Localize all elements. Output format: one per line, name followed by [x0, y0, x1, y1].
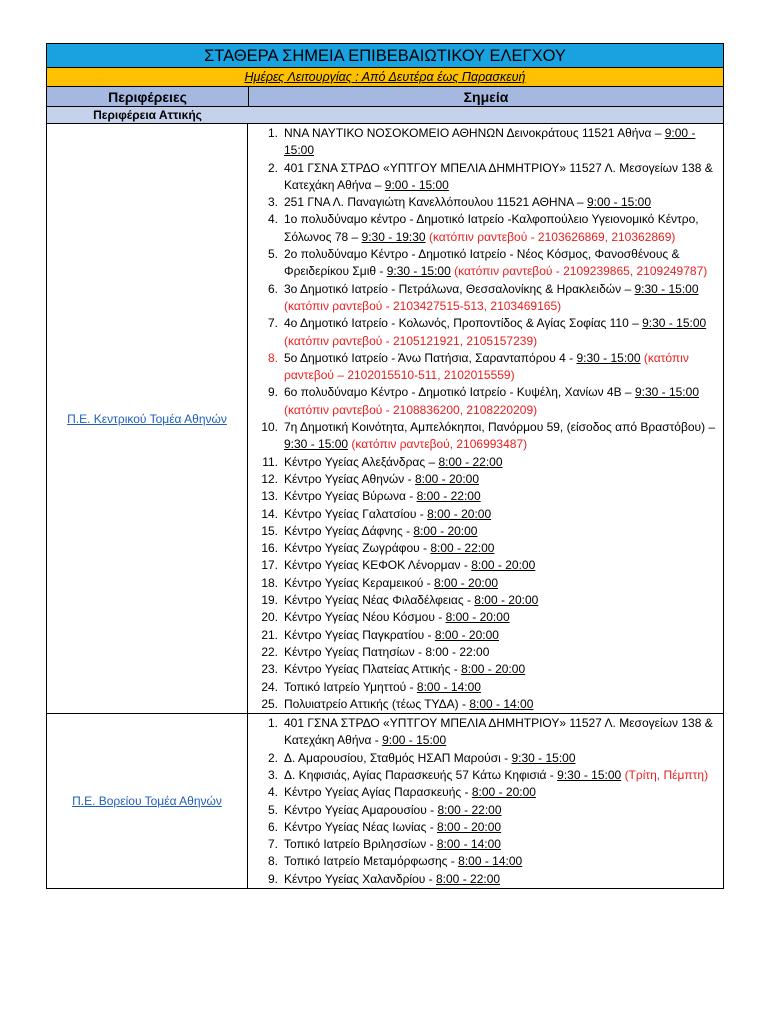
- item-text: Κέντρο Υγείας Βύρωνα -: [284, 489, 414, 504]
- list-item: [248, 125, 723, 160]
- item-number: 15.: [261, 523, 278, 538]
- item-number: 17.: [261, 558, 278, 573]
- item-content: [284, 471, 723, 488]
- item-number: 9.: [267, 871, 278, 886]
- item-content: [284, 540, 723, 557]
- list-item: [248, 246, 723, 281]
- item-content: [284, 523, 723, 540]
- item-text: Κέντρο Υγείας Αγίας Παρασκευής -: [284, 785, 469, 800]
- page-subtitle: Ημέρες Λειτουργίας : Από Δευτέρα έως Παρασκευή: [46, 68, 724, 87]
- item-text: Τοπικό Ιατρείο Μεταμόρφωσης -: [284, 854, 455, 869]
- section-region-link[interactable]: Π.Ε. Κεντρικού Τομέα Αθηνών: [67, 411, 227, 426]
- item-content: [284, 211, 723, 246]
- item-hours: 9:30 - 15:00: [634, 281, 699, 296]
- list-item: [248, 281, 723, 316]
- item-hours: 8:00 - 20:00: [437, 819, 502, 834]
- item-note: (κατόπιν ραντεβού - 2103626869, 210362869): [428, 229, 676, 244]
- list-item: [248, 557, 723, 574]
- list-item: [248, 819, 723, 836]
- item-text: Κέντρο Υγείας Πατησίων -: [284, 644, 422, 659]
- item-content: [284, 575, 723, 592]
- item-text: 5ο Δημοτικό Ιατρείο - Άνω Πατήσια, Σαρανταπόρου 4 -: [284, 350, 574, 365]
- item-number: 19.: [261, 593, 278, 608]
- item-hours: 8:00 - 20:00: [445, 610, 510, 625]
- item-content: [284, 644, 723, 661]
- item-hours: 9:00 - 15:00: [586, 195, 652, 210]
- item-number: 16.: [261, 541, 278, 556]
- list-item: [248, 454, 723, 471]
- item-content: [284, 715, 723, 750]
- item-content: [284, 853, 723, 870]
- item-number: 2.: [267, 750, 278, 765]
- header-regions: Περιφέρειες: [47, 87, 249, 106]
- item-number: 6.: [267, 819, 278, 834]
- item-content: [284, 784, 723, 801]
- item-number: 21.: [261, 627, 278, 642]
- item-content: [284, 871, 723, 888]
- section-points-cell: [248, 714, 723, 888]
- item-content: [284, 661, 723, 678]
- list-item: [248, 350, 723, 385]
- list-item: [248, 592, 723, 609]
- item-number: 12.: [261, 471, 278, 486]
- list-item: [248, 488, 723, 505]
- item-hours: 8:00 - 22:00: [437, 802, 502, 817]
- list-item: [248, 802, 723, 819]
- item-content: [284, 627, 723, 644]
- item-text: Κέντρο Υγείας Κεραμεικού -: [284, 575, 431, 590]
- section-region-cell: [47, 714, 248, 888]
- item-hours: 8:00 - 20:00: [471, 558, 536, 573]
- list-item: [248, 315, 723, 350]
- list-item: [248, 194, 723, 211]
- list-item: [248, 471, 723, 488]
- item-content: [284, 160, 723, 195]
- item-hours: 8:00 - 14:00: [458, 854, 523, 869]
- list-item: [248, 715, 723, 750]
- item-number: 5.: [267, 802, 278, 817]
- item-content: [284, 819, 723, 836]
- item-number: 14.: [261, 506, 278, 521]
- item-text: Κέντρο Υγείας Χαλανδρίου -: [284, 871, 433, 886]
- item-text: Κέντρο Υγείας Παγκρατίου -: [284, 627, 432, 642]
- list-item: [248, 853, 723, 870]
- header-points: Σημεία: [463, 89, 509, 105]
- item-number: 25.: [261, 696, 278, 711]
- item-hours: 9:30 - 15:00: [557, 767, 622, 782]
- item-hours: 8:00 - 22:00: [430, 541, 495, 556]
- item-number: 13.: [261, 489, 278, 504]
- item-text: Κέντρο Υγείας Γαλατσίου -: [284, 506, 424, 521]
- item-number: 18.: [261, 575, 278, 590]
- item-hours: 8:00 - 20:00: [474, 593, 539, 608]
- item-content: [284, 609, 723, 626]
- item-number: 11.: [262, 454, 278, 469]
- item-content: [284, 488, 723, 505]
- item-note: (κατόπιν ραντεβού - 2103427515-513, 2103469165): [284, 298, 562, 313]
- item-text: Κέντρο Υγείας Ζωγράφου -: [284, 541, 428, 556]
- list-item: [248, 750, 723, 767]
- item-content: [284, 125, 723, 160]
- item-hours: 8:00 - 20:00: [471, 785, 536, 800]
- item-note: (κατόπιν ραντεβού, 2106993487): [351, 437, 528, 452]
- item-text: Δ. Κηφισιάς, Αγίας Παρασκευής 57 Κάτω Κηφισιά -: [284, 767, 554, 782]
- item-note: (κατόπιν ραντεβού - 2109239865, 2109249787): [454, 264, 708, 279]
- item-hours: 8:00 - 22:00: [425, 644, 490, 659]
- item-hours: 9:30 - 15:00: [284, 437, 349, 452]
- item-content: [284, 767, 723, 784]
- document-table: [46, 43, 724, 889]
- list-item: [248, 211, 723, 246]
- list-item: [248, 523, 723, 540]
- item-number: 1.: [267, 126, 278, 140]
- item-content: [284, 194, 723, 211]
- region-label: Περιφέρεια Αττικής: [93, 108, 202, 122]
- page-title: ΣΤΑΘΕΡΑ ΣΗΜΕΙΑ ΕΠΙΒΕΒΑΙΩΤΙΚΟΥ ΕΛΕΓΧΟΥ: [46, 43, 724, 68]
- item-text: Δ. Αμαρουσίου, Σταθμός ΗΣΑΠ Μαρούσι -: [284, 750, 509, 765]
- item-content: [284, 836, 723, 853]
- item-text: Κέντρο Υγείας Νέου Κόσμου -: [284, 610, 443, 625]
- item-number: 7.: [267, 316, 278, 331]
- item-text: 401 ΓΣΝΑ ΣΤΡΔΟ «ΥΠΤΓΟΥ ΜΠΕΛΙΑ ΔΗΜΗΤΡΙΟΥ» 11527 Λ. Μεσογείων 138 & Κατεχάκη Αθήνα -: [284, 716, 713, 748]
- item-content: [284, 750, 723, 767]
- item-text: Κέντρο Υγείας Αθηνών -: [284, 471, 412, 486]
- item-content: [284, 281, 723, 316]
- item-text: Κέντρο Υγείας Πλατείας Αττικής -: [284, 662, 458, 677]
- item-text: 4ο Δημοτικό Ιατρείο - Κολωνός, Προποντίδος & Αγίας Σοφίας 110 –: [284, 316, 639, 331]
- item-content: [284, 454, 723, 471]
- item-content: [284, 315, 723, 350]
- item-hours: 8:00 - 14:00: [469, 696, 534, 711]
- item-hours: 8:00 - 20:00: [434, 575, 499, 590]
- item-number: 5.: [267, 247, 278, 262]
- item-content: [284, 350, 723, 385]
- item-note: (κατόπιν ραντεβού - 2105121921, 2105157239): [284, 333, 538, 348]
- item-hours: 9:30 - 15:00: [511, 750, 576, 765]
- list-item: [248, 609, 723, 626]
- section-row: [46, 124, 724, 714]
- item-content: [284, 246, 723, 281]
- item-text: 251 ΓΝΑ Λ. Παναγιώτη Κανελλόπουλου 11521 ΑΘΗΝΑ –: [284, 195, 584, 210]
- item-number: 1.: [267, 716, 278, 731]
- item-text: Πολυιατρείο Αττικής (τέως ΤΥΔΑ) -: [284, 696, 467, 711]
- item-text: Κέντρο Υγείας Αλεξάνδρας –: [284, 454, 436, 469]
- item-text: 1ο πολυδύναμο κέντρο - Δημοτικό Ιατρείο -Καλφοπούλειο Υγειονομικό Κέντρο, Σόλωνος 78 –: [284, 212, 699, 244]
- list-item: [248, 644, 723, 661]
- table-header: [46, 87, 724, 107]
- list-item: [248, 506, 723, 523]
- item-number: 6.: [267, 281, 278, 296]
- item-text: Κέντρο Υγείας ΚΕΦΟΚ Λένορμαν -: [284, 558, 468, 573]
- item-hours: 8:00 - 20:00: [461, 662, 526, 677]
- list-item: [248, 767, 723, 784]
- item-hours: 9:30 - 15:00: [576, 350, 641, 365]
- item-content: [284, 506, 723, 523]
- item-content: [284, 557, 723, 574]
- list-item: [248, 836, 723, 853]
- item-text: Τοπικό Ιατρείο Υμηττού -: [284, 679, 414, 694]
- item-note: (Τρίτη, Πέμπτη): [624, 767, 709, 782]
- item-hours: 8:00 - 14:00: [416, 679, 481, 694]
- item-hours: 8:00 - 14:00: [436, 837, 501, 852]
- item-content: [284, 802, 723, 819]
- item-hours: 8:00 - 20:00: [413, 523, 478, 538]
- item-text: 6ο πολυδύναμο Κέντρο - Δημοτικό Ιατρείο - Κυψέλη, Χανίων 4Β –: [284, 385, 632, 400]
- item-hours: 9:30 - 15:00: [634, 385, 699, 400]
- item-number: 8.: [267, 854, 278, 869]
- region-row: [46, 107, 724, 124]
- item-hours: 9:00 - 15:00: [382, 733, 447, 748]
- item-hours: 8:00 - 22:00: [436, 871, 501, 886]
- list-item: [248, 627, 723, 644]
- item-hours: 9:30 - 15:00: [386, 264, 451, 279]
- item-hours: 9:00 - 15:00: [284, 126, 696, 158]
- item-text: 401 ΓΣΝΑ ΣΤΡΔΟ «ΥΠΤΓΟΥ ΜΠΕΛΙΑ ΔΗΜΗΤΡΙΟΥ» 11527 Λ. Μεσογείων 138 & Κατεχάκη Αθήνα –: [284, 160, 713, 192]
- item-text: ΝΝΑ ΝΑΥΤΙΚΟ ΝΟΣΟΚΟΜΕΙΟ ΑΘΗΝΩΝ Δεινοκράτους 11521 Αθήνα –: [284, 126, 662, 140]
- list-item: [248, 871, 723, 888]
- list-item: [248, 696, 723, 713]
- item-text: Τοπικό Ιατρείο Βριλησσίων -: [284, 837, 434, 852]
- list-item: [248, 784, 723, 801]
- item-number: 7.: [267, 837, 278, 852]
- item-number: 10.: [261, 420, 278, 435]
- item-text: 2ο πολυδύναμο Κέντρο - Δημοτικό Ιατρείο - Νέος Κόσμος, Φανοσθένους & Φρειδερίκου Σμιθ -: [284, 247, 680, 279]
- item-hours: 8:00 - 20:00: [434, 627, 499, 642]
- section-region-link[interactable]: Π.Ε. Βορείου Τομέα Αθηνών: [72, 794, 222, 809]
- item-text: 7η Δημοτική Κοινότητα, Αμπελόκηποι, Πανόρμου 59, (είσοδος από Βραστόβου) –: [284, 420, 716, 435]
- section-region-cell: [47, 124, 248, 713]
- item-content: [284, 592, 723, 609]
- item-hours: 9:00 - 15:00: [384, 177, 449, 192]
- item-hours: 8:00 - 22:00: [438, 454, 503, 469]
- item-text: 3ο Δημοτικό Ιατρείο - Πετράλωνα, Θεσσαλονίκης & Ηρακλειδών –: [284, 281, 632, 296]
- item-number: 3.: [267, 195, 278, 210]
- item-text: Κέντρο Υγείας Δάφνης -: [284, 523, 411, 538]
- item-note: (κατόπιν ραντεβού - 2108836200, 2108220209): [284, 402, 538, 417]
- item-number: 22.: [261, 644, 278, 659]
- section-points-cell: [248, 124, 723, 713]
- list-item: [248, 575, 723, 592]
- item-hours: 9:30 - 19:30: [361, 229, 426, 244]
- item-text: Κέντρο Υγείας Νέας Φιλαδέλφειας -: [284, 593, 471, 608]
- item-note: (κατόπιν ραντεβού – 2102015510-511, 2102015559): [284, 350, 689, 383]
- item-hours: 8:00 - 22:00: [416, 489, 481, 504]
- item-number: 8.: [267, 350, 278, 365]
- list-item: [248, 384, 723, 419]
- item-number: 2.: [267, 160, 278, 175]
- item-content: [284, 696, 723, 713]
- item-text: Κέντρο Υγείας Νέας Ιωνίας -: [284, 819, 434, 834]
- list-item: [248, 160, 723, 195]
- item-number: 24.: [261, 679, 278, 694]
- list-item: [248, 540, 723, 557]
- item-text: Κέντρο Υγείας Αμαρουσίου -: [284, 802, 435, 817]
- item-number: 3.: [267, 767, 278, 782]
- item-number: 9.: [267, 385, 278, 400]
- list-item: [248, 419, 723, 454]
- item-number: 23.: [261, 662, 278, 677]
- item-content: [284, 419, 723, 454]
- section-row: [46, 714, 724, 889]
- item-number: 4.: [267, 212, 278, 227]
- item-content: [284, 679, 723, 696]
- list-item: [248, 661, 723, 678]
- item-hours: 8:00 - 20:00: [414, 471, 480, 486]
- item-content: [284, 384, 723, 419]
- item-hours: 8:00 - 20:00: [427, 506, 492, 521]
- item-number: 20.: [261, 610, 278, 625]
- item-number: 4.: [267, 785, 278, 800]
- item-hours: 9:30 - 15:00: [642, 316, 707, 331]
- list-item: [248, 679, 723, 696]
